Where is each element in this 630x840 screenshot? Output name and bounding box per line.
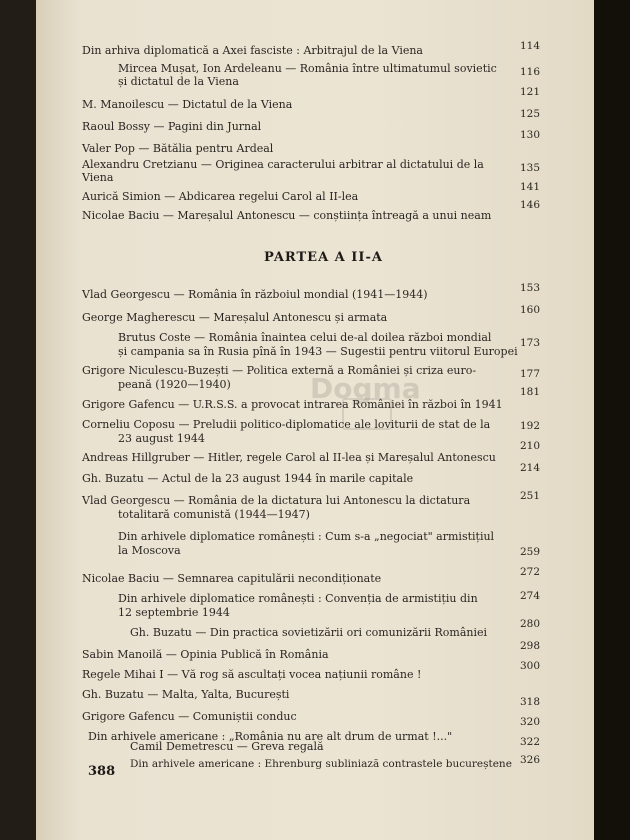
- toc-page-number: 141: [519, 181, 540, 193]
- toc-entry: Nicolae Baciu — Semnarea capitulării necondiționate: [82, 572, 382, 585]
- toc-entry: Din arhivele diplomatice românești : Cum s-a „negociat" armistițiul: [118, 530, 495, 543]
- toc-page-number: 192: [519, 420, 540, 432]
- toc-entry: și campania sa în Rusia pînă în 1943 — Sugestii pentru viitorul Europei: [118, 345, 518, 358]
- toc-page-number: 210: [519, 440, 540, 452]
- watermark-logo: Dogma: [310, 372, 421, 405]
- watermark-box-icon: [342, 398, 392, 430]
- toc-entry: peană (1920—1940): [118, 378, 231, 391]
- part-heading: PARTEA A II-A: [264, 250, 383, 265]
- toc-entry: M. Manoilescu — Dictatul de la Viena: [82, 98, 293, 111]
- toc-entry: 23 august 1944: [118, 432, 205, 445]
- toc-entry: Vlad Georgescu — România în războiul mondial (1941—1944): [82, 288, 428, 301]
- right-edge-shadow: [594, 0, 630, 840]
- toc-page-number: 298: [519, 640, 540, 652]
- toc-page-number: 153: [519, 282, 540, 294]
- toc-entry: George Magherescu — Mareșalul Antonescu și armata: [82, 311, 388, 324]
- toc-page-number: 177: [519, 368, 540, 380]
- toc-entry: Gh. Buzatu — Din practica sovietizării ori comunizării României: [130, 626, 488, 639]
- toc-page-number: 181: [519, 386, 540, 398]
- toc-entry: Din arhivele diplomatice românești : Convenția de armistițiu din: [118, 592, 478, 605]
- toc-page-number: 160: [519, 304, 540, 316]
- toc-page-number: 146: [519, 199, 540, 211]
- toc-page-number: 114: [519, 40, 540, 52]
- toc-entry: la Moscova: [118, 544, 181, 557]
- toc-entry: Vlad Georgescu — România de la dictatura lui Antonescu la dictatura: [82, 494, 471, 507]
- toc-entry: Regele Mihai I — Vă rog să ascultați vocea națiunii române !: [82, 668, 422, 681]
- toc-entry: Andreas Hillgruber — Hitler, regele Carol al II-lea și Mareșalul Antonescu: [82, 451, 496, 464]
- toc-entry: Nicolae Baciu — Mareșalul Antonescu — conștiința întreagă a unui neam: [82, 209, 492, 222]
- toc-entry: Viena: [82, 171, 114, 184]
- toc-entry: Camil Demetrescu — Greva regală: [130, 740, 324, 753]
- toc-entry: Raoul Bossy — Pagini din Jurnal: [82, 120, 262, 133]
- toc-entry: Mircea Mușat, Ion Ardeleanu — România între ultimatumul sovietic: [118, 62, 497, 75]
- toc-entry: 12 septembrie 1944: [118, 606, 230, 619]
- toc-entry: Corneliu Coposu — Preludii politico-diplomatice ale loviturii de stat de la: [82, 418, 491, 431]
- toc-entry: Gh. Buzatu — Malta, Yalta, București: [82, 688, 290, 701]
- toc-page-number: 318: [519, 696, 540, 708]
- toc-page-number: 125: [519, 108, 540, 120]
- toc-page-number: 214: [519, 462, 540, 474]
- toc-page-number: 272: [519, 566, 540, 578]
- toc-entry: Din arhivele americane : Ehrenburg subliniază contrastele bucureștene: [130, 758, 512, 770]
- toc-page-number: 259: [519, 546, 540, 558]
- toc-page-number: 326: [519, 754, 540, 766]
- toc-page-number: 173: [519, 337, 540, 349]
- toc-entry: Sabin Manoilă — Opinia Publică în România: [82, 648, 329, 661]
- toc-entry: Brutus Coste — România înaintea celui de-al doilea război mondial: [118, 331, 492, 344]
- toc-page-number: 135: [519, 162, 540, 174]
- toc-entry: Gh. Buzatu — Actul de la 23 august 1944 în marile capitale: [82, 472, 414, 485]
- toc-page-number: 322: [519, 736, 540, 748]
- toc-page-number: 121: [519, 86, 540, 98]
- toc-entry: Aurică Simion — Abdicarea regelui Carol al II-lea: [82, 190, 359, 203]
- toc-entry: Din arhiva diplomatică a Axei fasciste : Arbitrajul de la Viena: [82, 44, 423, 57]
- toc-page-number: 130: [519, 129, 540, 141]
- toc-entry: totalitară comunistă (1944—1947): [118, 508, 310, 521]
- toc-entry: Din arhivele americane : „România nu are alt drum de urmat !...": [88, 730, 453, 743]
- toc-page-number: 274: [519, 590, 540, 602]
- toc-entry: Grigore Gafencu — Comuniștii conduc: [82, 710, 297, 723]
- toc-page-number: 116: [519, 66, 540, 78]
- left-binding-shadow: [0, 0, 36, 840]
- toc-page-number: 300: [519, 660, 540, 672]
- toc-page-number: 280: [519, 618, 540, 630]
- toc-entry: Valer Pop — Bătălia pentru Ardeal: [82, 142, 274, 155]
- toc-page-number: 320: [519, 716, 540, 728]
- toc-page-number: 251: [519, 490, 540, 502]
- toc-entry: Grigore Gafencu — U.R.S.S. a provocat intrarea României în război în 1941: [82, 398, 503, 411]
- toc-entry: Grigore Niculescu-Buzești — Politica externă a României și criza euro-: [82, 364, 477, 377]
- toc-entry: și dictatul de la Viena: [118, 75, 239, 88]
- toc-entry: Alexandru Cretzianu — Originea caracterului arbitrar al dictatului de la: [82, 158, 484, 171]
- page-folio: 388: [88, 764, 116, 779]
